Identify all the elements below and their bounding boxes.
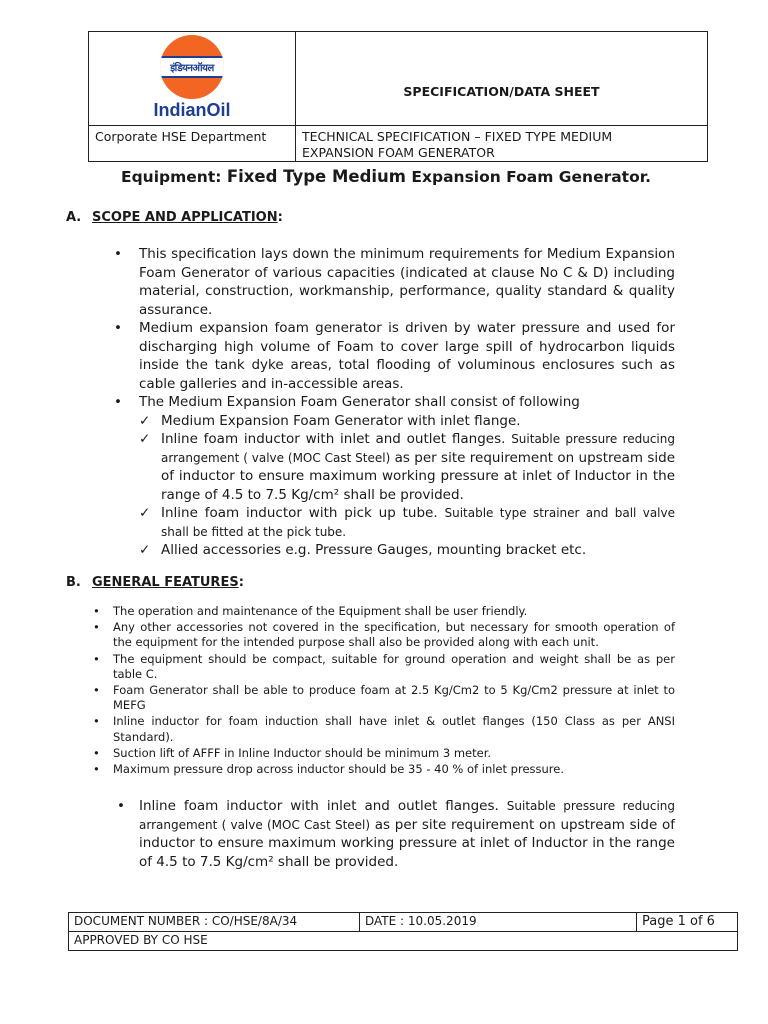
list-item: • Suction lift of AFFF in Inline Inductor should be minimum 3 meter. xyxy=(93,745,492,760)
checkmark-icon: ✓ xyxy=(139,542,151,558)
logo-wordmark: IndianOil xyxy=(153,100,231,120)
list-item: • The equipment should be compact, suitable for ground operation and weight shall be as per table C. xyxy=(93,651,675,681)
checkmark-icon: ✓ xyxy=(139,431,151,447)
equipment-name-part2: Expansion Foam Generator. xyxy=(411,168,652,186)
check-item: ✓ Inline foam inductor with inlet and outlet flanges. Suitable pressure reducing arrangement ( valve (MOC Cast Steel) as per site requirement on upstream side of inductor to ensure maximum working pressure at inlet of Inductor in the range of 4.5 to 7.5 Kg/cm² shall be provided. xyxy=(139,431,675,503)
section-b-letter: B. xyxy=(66,575,81,590)
approval-line: APPROVED BY CO HSE xyxy=(69,932,738,951)
bullet-icon: • xyxy=(93,651,100,666)
checkmark-icon: ✓ xyxy=(139,505,151,521)
equipment-heading xyxy=(121,167,651,186)
section-a-letter: A. xyxy=(66,210,82,225)
page-number: Page 1 of 6 xyxy=(637,913,738,932)
list-item: • Maximum pressure drop across inductor should be 35 - 40 % of inlet pressure. xyxy=(93,762,564,777)
department-cell: Corporate HSE Department xyxy=(89,126,296,162)
logo-hindi-text: इंडियनऑयल xyxy=(170,63,214,74)
tech-line-1: TECHNICAL SPECIFICATION – FIXED TYPE MEDIUM xyxy=(302,129,613,144)
equipment-name-part1: Fixed Type Medium xyxy=(226,167,406,186)
check-item: ✓ Inline foam inductor with pick up tube. Suitable type strainer and ball valve shall be fitted at the pick tube. xyxy=(139,505,676,539)
list-item: • The operation and maintenance of the Equipment shall be user friendly. xyxy=(93,604,528,618)
document-title: SPECIFICATION/DATA SHEET xyxy=(296,32,708,126)
section-b-heading: B. GENERAL FEATURES: xyxy=(66,575,244,590)
list-item: • Foam Generator shall be able to produce foam at 2.5 Kg/Cm2 to 5 Kg/Cm2 pressure at inlet to MEFG xyxy=(93,683,675,713)
bullet-icon: • xyxy=(117,798,125,814)
checkmark-icon: ✓ xyxy=(139,412,151,429)
check-item: ✓ Allied accessories e.g. Pressure Gauges, mounting bracket etc. xyxy=(139,542,587,558)
logo-emblem xyxy=(160,35,224,99)
bullet-icon: • xyxy=(93,745,100,760)
list-item: • Inline inductor for foam induction shall have inlet & outlet flanges (150 Class as per ANSI Standard). xyxy=(93,714,675,744)
bullet-icon: • xyxy=(93,762,100,777)
check-item: ✓ Medium Expansion Foam Generator with inlet flange. xyxy=(139,412,521,429)
list-item: • The Medium Expansion Foam Generator shall consist of following xyxy=(114,394,580,410)
tech-line-2: EXPANSION FOAM GENERATOR xyxy=(302,145,495,160)
footer-table xyxy=(68,912,738,951)
list-item: • Medium expansion foam generator is driven by water pressure and used for discharging high volume of Foam to cover large spill of hydrocarbon liquids inside the tank dyke areas, total flooding of voluminous enclosures such as cable galleries and in-accessible areas. xyxy=(114,320,675,392)
header-table xyxy=(88,31,708,162)
features-list xyxy=(93,604,675,778)
bullet-icon: • xyxy=(114,320,122,336)
document-date: DATE : 10.05.2019 xyxy=(360,913,637,932)
bullet-icon: • xyxy=(114,394,122,410)
bullet-icon: • xyxy=(93,714,100,729)
bullet-icon: • xyxy=(93,604,100,618)
document-number: DOCUMENT NUMBER : CO/HSE/8A/34 xyxy=(69,913,360,932)
technical-spec-cell xyxy=(296,126,708,162)
bullet-icon: • xyxy=(93,683,100,698)
bullet-icon: • xyxy=(114,246,122,262)
bullet-icon: • xyxy=(93,620,100,635)
list-item: • This specification lays down the minimum requirements for Medium Expansion Foam Generator of various capacities (indicated at clause No C & D) including material, construction, workmanship, performance, quality standard & quality assurance. xyxy=(114,246,675,318)
section-a-title: SCOPE AND APPLICATION xyxy=(92,210,278,225)
list-item: • Inline foam inductor with inlet and outlet flanges. Suitable pressure reducing arrangement ( valve (MOC Cast Steel) as per site requirement on upstream side of inductor to ensure maximum working pressure at inlet of Inductor in the range of 4.5 to 7.5 Kg/cm² shall be provided. xyxy=(117,798,676,870)
logo-cell xyxy=(89,32,296,126)
section-a-heading: A. SCOPE AND APPLICATION: xyxy=(66,210,283,225)
section-b-title: GENERAL FEATURES xyxy=(92,575,239,590)
list-item: • Any other accessories not covered in the specification, but necessary for smooth operation of the equipment for the intended purpose shall also be provided along with each unit. xyxy=(93,620,675,650)
scope-list xyxy=(114,245,676,560)
equipment-label: Equipment: xyxy=(121,168,222,186)
indianoil-logo xyxy=(89,32,295,125)
